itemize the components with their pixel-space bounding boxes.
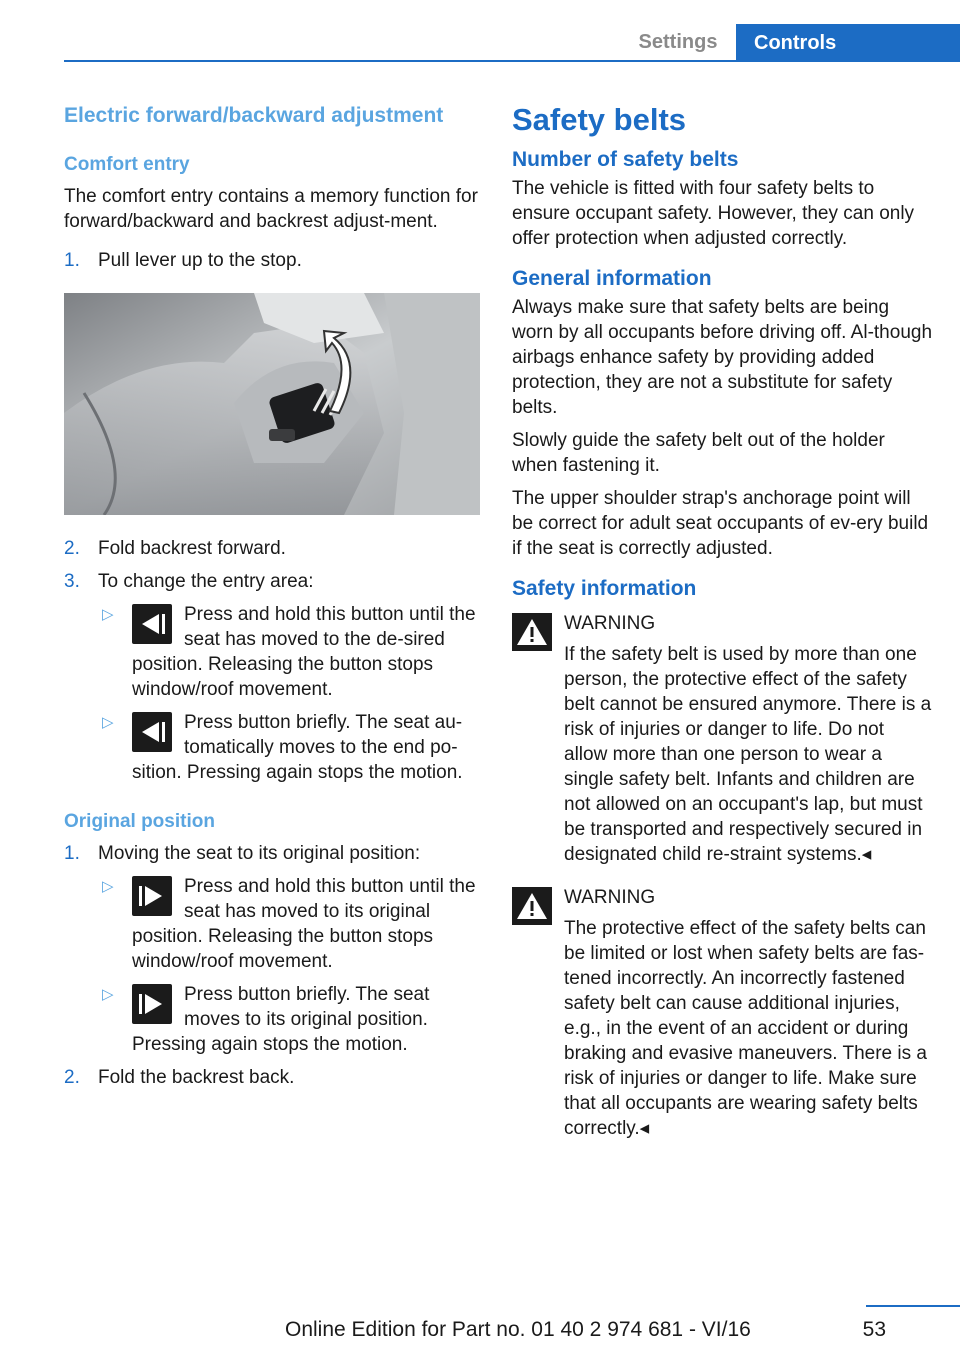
safety-info-heading: Safety information	[512, 577, 697, 600]
footer-edition: Online Edition for Part no. 01 40 2 974 681 - VI/16	[285, 1318, 751, 1341]
step-2-number: 2.	[64, 538, 80, 559]
warning-1-text: If the safety belt is used by more than one person, the protective effect of the safety belt cannot be ensured anymore. There is a risk of injuries or danger to life. Do not allow more than one person to wear a single safety belt. Infants and children are not allowed on an occupant's lap, but must be transported and respectively secured in designated child re-straint systems.◂	[564, 644, 932, 865]
warning-block-2	[512, 885, 932, 1141]
orig-step-2-number: 2.	[64, 1067, 80, 1088]
bullet-icon: ▷	[102, 986, 114, 1003]
warning-block-1	[512, 611, 932, 867]
button-forward-icon	[132, 984, 172, 1024]
step-1	[64, 248, 482, 273]
number-of-belts-heading: Number of safety belts	[512, 148, 739, 171]
step-1-number: 1.	[64, 250, 80, 271]
left-title: Electric forward/backward adjustment	[64, 104, 444, 127]
safety-belts-title: Safety belts	[512, 102, 687, 137]
general-info-text-2: Slowly guide the safety belt out of the holder when fastening it.	[512, 430, 885, 476]
warning-2-text: The protective effect of the safety belts can be limited or lost when safety belts are fas-tened incorrectly. An incorrectly fastened safety belt can cause additional injuries, e.g., in the event of an accident or during braking and evasive maneuvers. There is a risk of injuries or danger to life. Make sure that all occupants are wearing safety belts correctly.◂	[564, 918, 927, 1139]
right-column	[512, 100, 932, 1141]
button-backward-icon	[132, 604, 172, 644]
orig-step-2-text: Fold the backrest back.	[98, 1067, 295, 1088]
original-option-hold	[64, 874, 482, 974]
warning-icon	[512, 613, 552, 651]
step-2	[64, 536, 482, 561]
general-info-text-3: The upper shoulder strap's anchorage point will be correct for adult seat occupants of ev-ery build if the seat is correctly adjusted.	[512, 488, 929, 559]
button-forward-icon	[132, 876, 172, 916]
entry-option-hold	[64, 602, 482, 702]
orig-step-1-number: 1.	[64, 843, 80, 864]
general-info-text-1: Always make sure that safety belts are being worn by all occupants before driving off. Al-though airbags enhance safety by providing added protection, they are not a substitute for safety belts.	[512, 297, 933, 418]
orig-step-2	[64, 1065, 482, 1090]
page-number: 53	[862, 1318, 886, 1341]
footer-rule	[866, 1305, 960, 1307]
header-rule	[64, 60, 960, 62]
warning-2-label: WARNING	[564, 887, 656, 908]
bullet-icon: ▷	[102, 878, 114, 895]
step-1-text: Pull lever up to the stop.	[98, 250, 302, 271]
comfort-entry-heading: Comfort entry	[64, 154, 190, 175]
original-position-heading: Original position	[64, 811, 215, 832]
entry-option-brief	[64, 710, 482, 785]
entry-option-hold-text: Press and hold this button until the seat has moved to the de-sired position. Releasing the button stops window/roof movement.	[132, 604, 476, 700]
step-2-text: Fold backrest forward.	[98, 538, 286, 559]
header-section-tab[interactable]: Settings	[638, 31, 718, 53]
orig-step-1-text: Moving the seat to its original position:	[98, 843, 421, 864]
entry-option-brief-text: Press button briefly. The seat au-tomatically moves to the end po-sition. Pressing again stops the motion.	[132, 712, 463, 783]
header-chapter-tab[interactable]: Controls	[736, 24, 960, 62]
seat-lever-photo	[64, 293, 480, 515]
step-3-number: 3.	[64, 571, 80, 592]
orig-step-1	[64, 841, 482, 866]
original-option-brief-text: Press button briefly. The seat moves to its original position. Pressing again stops the motion.	[132, 984, 430, 1055]
general-info-heading: General information	[512, 267, 712, 290]
bullet-icon: ▷	[102, 606, 114, 623]
original-option-brief	[64, 982, 482, 1057]
number-of-belts-text: The vehicle is fitted with four safety belts to ensure occupant safety. However, they can only offer protection when adjusted correctly.	[512, 178, 915, 249]
bullet-icon: ▷	[102, 714, 114, 731]
warning-icon	[512, 887, 552, 925]
original-option-hold-text: Press and hold this button until the seat has moved to its original position. Releasing the button stops window/roof movement.	[132, 876, 476, 972]
comfort-entry-text: The comfort entry contains a memory function for forward/backward and backrest adjust-ment.	[64, 186, 478, 232]
step-3	[64, 569, 482, 594]
warning-1-label: WARNING	[564, 613, 656, 634]
step-3-text: To change the entry area:	[98, 571, 314, 592]
left-column	[64, 100, 482, 1090]
button-backward-icon	[132, 712, 172, 752]
